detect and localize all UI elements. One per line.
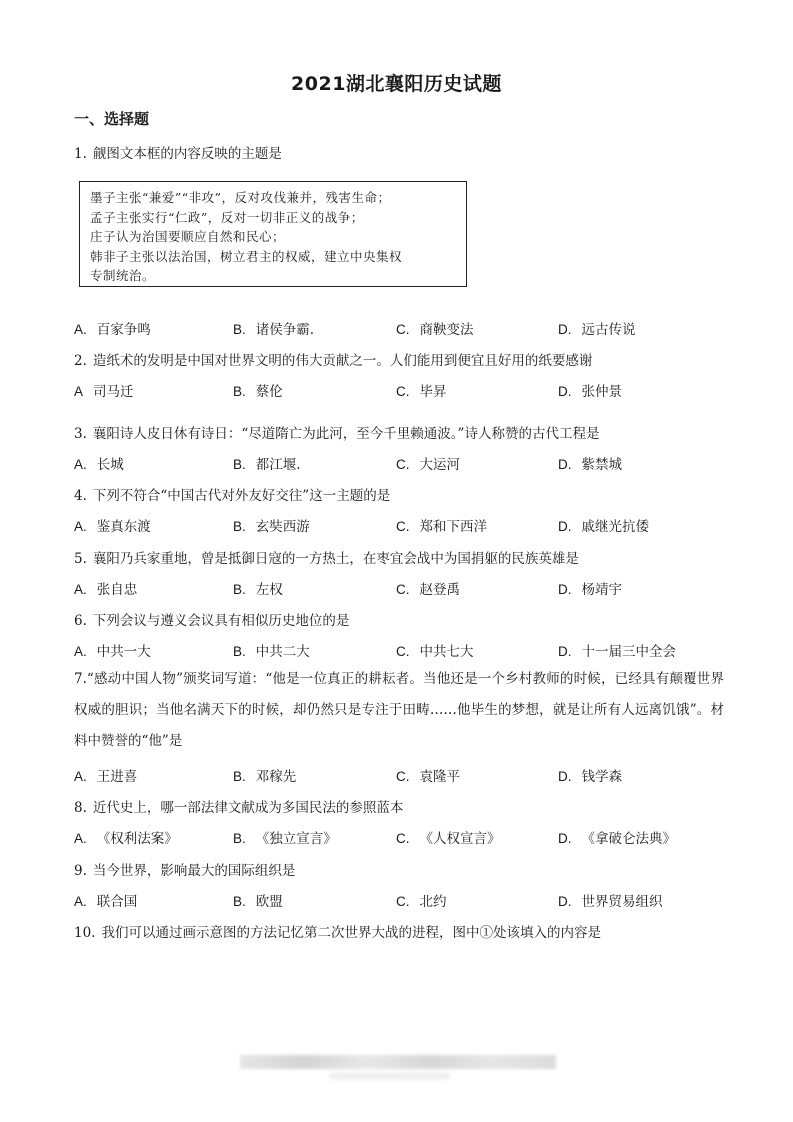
option-d: D. 杨靖宇 [558, 582, 622, 598]
option-d: D. 《拿破仑法典》 [558, 831, 676, 847]
question-2: 2. 造纸术的发明是中国对世界文明的伟大贡献之一。人们能用到便宜且好用的纸要感谢 [74, 353, 593, 369]
option-b: B. 左权 [233, 582, 283, 598]
box-line: 韩非子主张以法治国，树立君主的权威，建立中央集权 [90, 248, 403, 264]
option-c: C. 商鞅变法 [396, 322, 474, 338]
option-c: C. 中共七大 [396, 644, 474, 660]
option-d: D. 远古传说 [558, 322, 636, 338]
question-9: 9. 当今世界，影响最大的国际组织是 [74, 863, 296, 879]
option-b: B. 邓稼先 [233, 769, 297, 785]
question-8: 8. 近代史上，哪一部法律文献成为多国民法的参照蓝本 [74, 800, 404, 816]
box-line: 墨子主张“兼爱”“非攻”，反对攻伐兼并，残害生命； [90, 190, 391, 205]
option-a: A. 张自忠 [74, 582, 138, 598]
option-c: C. 袁隆平 [396, 769, 460, 785]
option-d: D. 张仲景 [558, 384, 622, 400]
blurred-footer-watermark [330, 1073, 450, 1079]
option-d: D. 戚继光抗倭 [558, 519, 649, 535]
question-7: 7.“感动中国人物”颁奖词写道：“他是一位真正的耕耘者。当他还是一个乡村教师的时候，已经具有颠覆世界权威的胆识；当他名满天下的时候，却仍然只是专注于田畴……他毕生的梦想，就是让所有人远离饥饿”。材料中赞誉的“他”是 [74, 671, 724, 749]
question-3: 3. 襄阳诗人皮日休有诗日：“尽道隋亡为此河，至今千里赖通波。”诗人称赞的古代工程是 [74, 426, 600, 442]
option-d: D. 十一届三中全会 [558, 644, 676, 660]
option-a: A. 中共一大 [74, 644, 151, 660]
option-d: D. 世界贸易组织 [558, 894, 663, 910]
text-box [79, 181, 467, 287]
box-line: 庄子认为治国要顺应自然和民心； [90, 229, 286, 244]
blurred-footer-watermark [240, 1055, 556, 1069]
question-5: 5. 襄阳乃兵家重地，曾是抵御日寇的一方热土，在枣宜会战中为国捐躯的民族英雄是 [74, 551, 579, 567]
question-6: 6. 下列会议与遵义会议具有相似历史地位的是 [74, 613, 350, 629]
option-b: B. 玄奘西游 [233, 519, 310, 535]
option-d: D. 紫禁城 [558, 457, 622, 473]
box-line: 孟子主张实行“仁政”，反对一切非正义的战争； [90, 209, 364, 225]
option-a: A 司马迁 [74, 384, 134, 400]
option-c: C. 赵登禹 [396, 582, 460, 598]
option-b: B. 都江堰. [233, 457, 301, 473]
option-c: C. 毕昇 [396, 384, 447, 400]
option-b: B. 《独立宣言》 [233, 831, 337, 847]
option-d: D. 钱学森 [558, 769, 622, 785]
option-b: B. 诸侯争霸. [233, 322, 315, 338]
option-a: A. 《权利法案》 [74, 831, 178, 847]
option-a: A. 长城 [74, 457, 124, 473]
option-a: A. 百家争鸣 [74, 322, 151, 338]
question-number: 1. [74, 146, 87, 162]
box-line: 专制统治。 [90, 268, 156, 283]
question-1 [74, 142, 282, 162]
question-4: 4. 下列不符合“中国古代对外友好交往”这一主题的是 [74, 488, 391, 504]
option-c: C. 《人权宣言》 [396, 831, 501, 847]
section-heading: 一、选择题 [74, 110, 150, 128]
option-c: C. 郑和下西洋 [396, 519, 487, 535]
option-b: B. 中共二大 [233, 644, 310, 660]
question-text: 觎图文本框的内容反映的主题是 [92, 146, 282, 162]
option-c: C. 大运河 [396, 457, 460, 473]
question-10: 10. 我们可以通过画示意图的方法记忆第二次世界大战的进程，图中①处该填入的内容是 [74, 925, 601, 941]
option-c: C. 北约 [396, 894, 447, 910]
page-title: 2021湖北襄阳历史试题 [291, 73, 502, 95]
option-a: A. 鉴真东渡 [74, 519, 151, 535]
option-b: B. 欧盟 [233, 894, 283, 910]
option-b: B. 蔡伦 [233, 384, 283, 400]
option-a: A. 王进喜 [74, 769, 138, 785]
option-a: A. 联合国 [74, 894, 138, 910]
